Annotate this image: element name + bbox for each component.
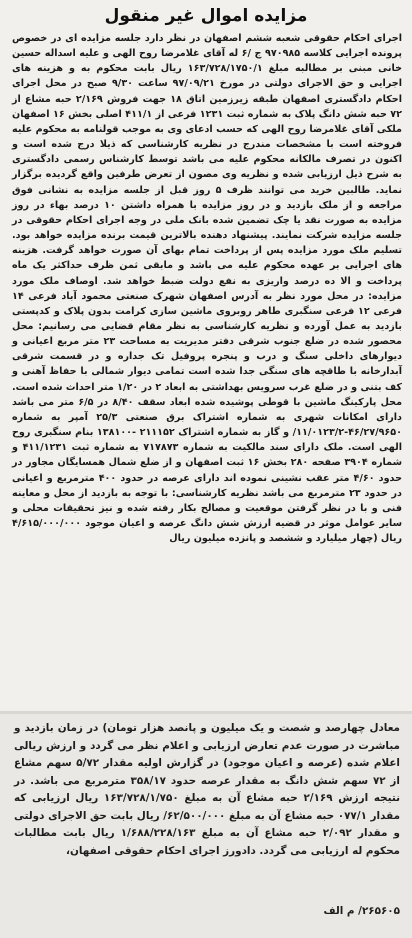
notice-reference-code: ۲۶۵۶۰۵/ م الف <box>323 905 400 917</box>
notice-body-continued: معادل چهارصد و شصت و یک میلیون و پانصد هزار تومان) در زمان بازدید و مباشرت در صورت عدم تعارض ارزیابی و اعلام نظر می گردد و ارزش ریالی اعلام شده (عرصه و اعیان موجود) در گزارش اولیه مقدار ۵/۷۲ سهم مشاع از ۷۲ سهم شش دانگ به مقدار عرصه حدود ۳۵۸/۱۷ مترمربع می باشد. در نتیجه ارزش ۲/۱۶۹ حبه مشاع آن به مبلغ ۱۶۳/۷۲۸/۱/۷۵۰ ریال ارزیابی که مقدار ۰۷۷/۱ حبه مشاع آن به مبلغ ۶۲/۵۰۰/۰۰۰/ ریال بابت حق الاجرای دولتی و مقدار ۲/۰۹۲ حبه مشاع آن به مبلغ ۱/۶۸۸/۲۲۸/۱۶۳ ریال بابت مطالبات محکوم له ارزیابی می گردد. دادورز اجرای احکام حقوقی اصفهان، <box>14 722 400 857</box>
notice-body-main: اجرای احکام حقوقی شعبه ششم اصفهان در نظر دارد جلسه مزایده ای در خصوص پرونده اجرایی کلاسه ۹۷۰۹۸۵ ج /۶ له آقای غلامرضا روح الهی و علیه اسداله حسین خانی مبنی بر مطالبه مبلغ ۱۶۳/۷۲۸/۱۷۵۰/۱ ریال بابت محکوم به و هزینه های اجرایی و حق الاجرای دولتی در مورخ ۹۷/۰۹/۲۱ ساعت ۹/۳۰ صبح در محل اجرای احکام دادگستری اصفهان طبقه زیرزمین اتاق ۱۸ جهت فروش ۲/۱۶۹ حبه مشاع از ۷۲ حبه شش دانگ پلاک به شماره ثبت ۱۲۳۱ فرعی از ۴۱۱/۱ اصلی بخش ۱۶ اصفهان ملکی آقای غلامرضا روح الهی که حسب ادعای وی به موجب قولنامه به محکوم علیه فروخته است با مشخصات مندرج در نظریه کارشناسی که ذیلا درج شده است و اکنون در تصرف مالکانه محکوم علیه می باشد توسط کارشناس رسمی دادگستری به شرح ذیل ارزیابی شده و نظریه وی مصون از تعرض طرفین واقع گردیده برگزار نماید. طالبین خرید می توانند ظرف ۵ روز قبل از جلسه مزایده به نشانی فوق مراجعه و از ملک بازدید و در روز مزایده با همراه داشتن ۱۰ درصد بهاء در روز مزایده به صورت نقد یا چک تضمین شده بانک ملی در وجه اجرای احکام حقوقی در جلسه مزایده شرکت نمایند. پیشنهاد دهنده بالاترین قیمت برنده مزایده خواهد بود. تسلیم ملک مورد مزایده پس از پرداخت تمام بهای آن صورت خواهد گرفت. هزینه های اجرایی بر عهده محکوم علیه می باشد و مابقی ثمن ظرف حداکثر یک ماه پرداخت و الا ده درصد واریزی به نفع دولت ضبط خواهد شد. اوصاف ملک مورد مزایده: در محل مورد نظر به آدرس اصفهان شهرک صنعتی محمود آباد فرعی ۱۴ فرعی ۱۲ فرعی سنگبری طاهر روبروی ماشین سازی کرامت بدون پلاک و کدپستی بازدید به عمل آورده و نظریه کارشناسی به نظر مقام قضایی می رسانیم: محل محصور شده در ضلع جنوب شرقی دفتر مدیریت به مساحت ۲۳ متر مربع اعیانی و دیوارهای داخلی سنگ و درب و پنجره پروفیل تک جداره و در قسمت شرقی آبدارخانه با طاقچه های سنگی جدا شده است تمامی دیوار شمالی با حفاظ آهنی و کف بتنی و در ضلع غرب سرویس بهداشتی به ابعاد ۲ در ۱/۲۰ متر احداث شده است. محل پارکینگ ماشین با قوطی پوشیده شده ابعاد سقف ۸/۴۰ در ۶/۵ متر می باشد دارای امکانات شهری به شماره اشتراک برق صنعتی ۲۵/۳ آمپر به شماره ۴۶/۲۷/۹۶۵۰-۱۱/۰۱۲۳/۲/ و گاز به شماره اشتراک ۲۱۱۱۵۲ -۱۳۸۱۰۰ بنام سنگبری روح الهی است. ملک دارای سند مالکیت به شماره ۷۱۷۸۷۳ به شماره ثبت ۴۱۱/۱۲۳۱ و شماره ۳۹۰۴ صفحه ۲۸۰ بخش ۱۶ ثبت اصفهان و از ضلع شمال همسایگان مجاور در حدود ۴/۶۰ متر عقب نشینی نموده اند دارای عرصه در حدود ۴۰۰ مترمربع و اعیانی در حدود ۲۳ مترمربع می باشد نظریه کارشناسی: با توجه به بازدید از محل و معاینه فنی و با در نظر گرفتن موقعیت و مصالح بکار رفته شده و نیز تحقیقات محلی و سایر عوامل موثر در قضیه ارزش شش دانگ عرصه و اعیان موجود ۴/۶۱۵/۰۰۰/۰۰۰ ریال (چهار میلیارد و ششصد و پانزده میلیون ریال <box>12 33 403 545</box>
notice-title: مزایده اموال غیر منقول <box>104 6 308 26</box>
